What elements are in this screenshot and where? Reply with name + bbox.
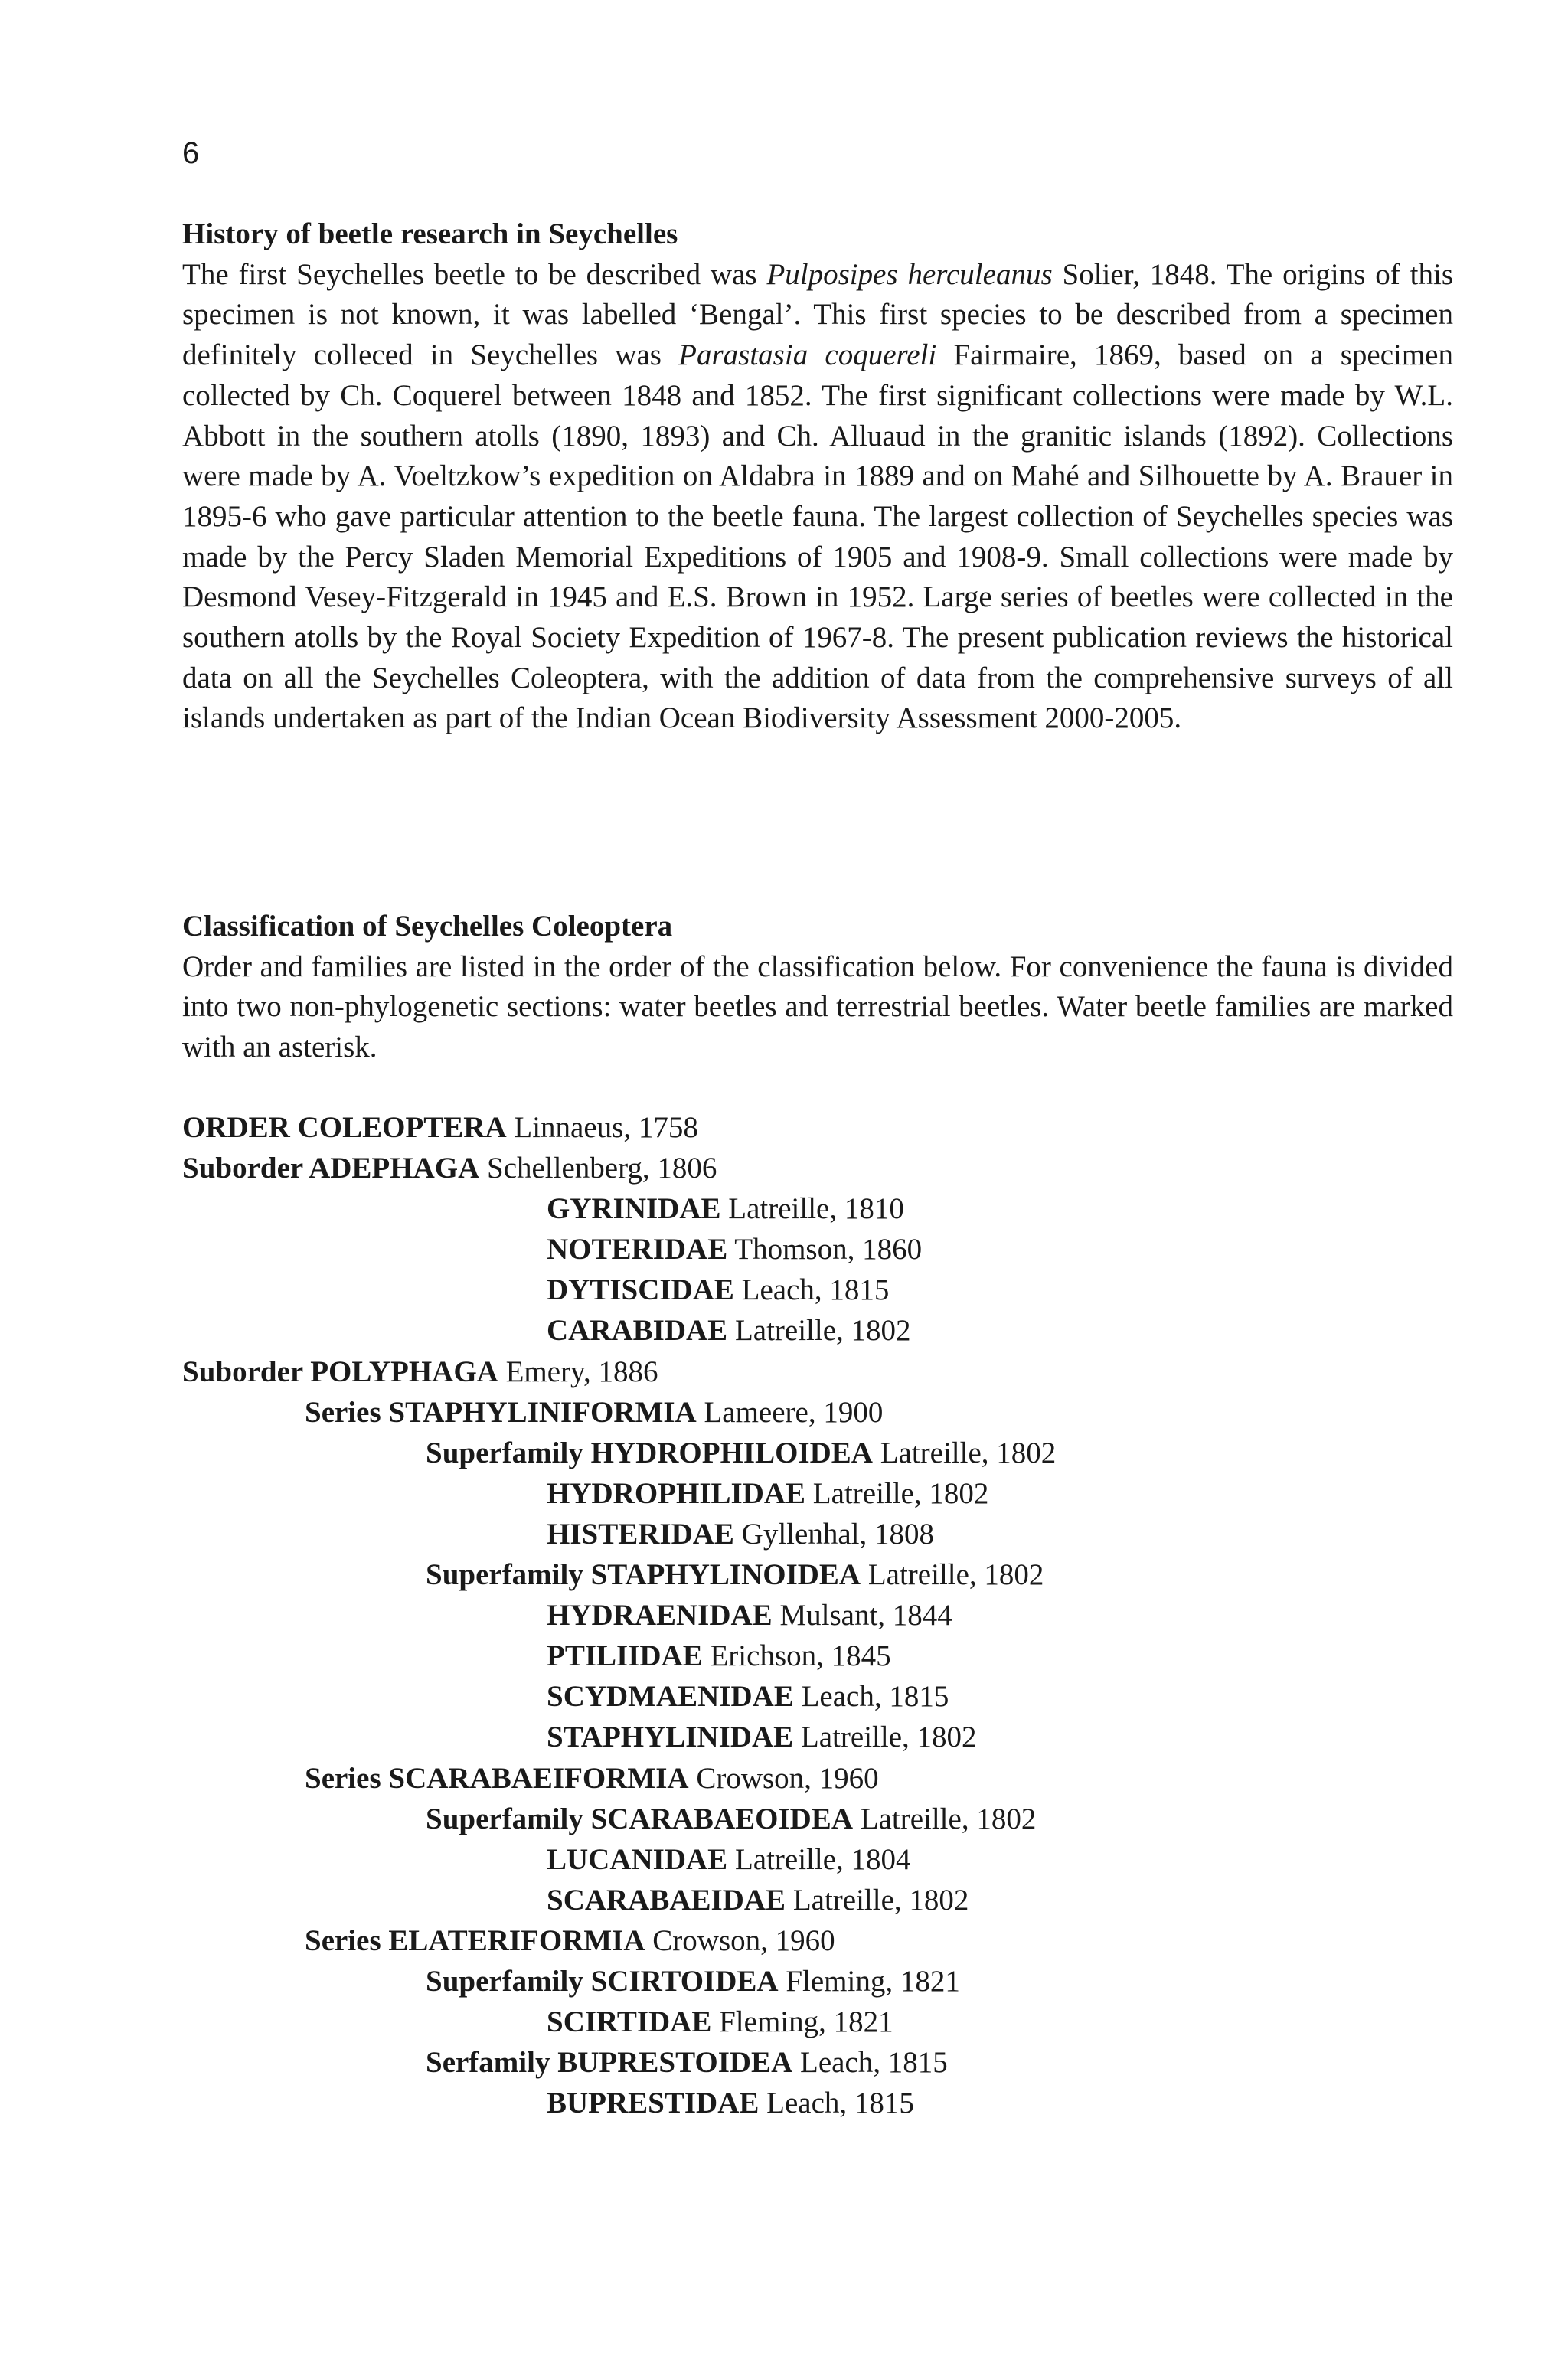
taxonomy-list — [182, 1107, 1407, 2123]
taxon-name: HYDRAENIDAE — [547, 1599, 773, 1632]
taxon-name: GYRINIDAE — [547, 1192, 721, 1226]
history-paragraph — [182, 255, 1453, 739]
taxon-author: Latreille, 1804 — [734, 1842, 911, 1876]
taxon-name: Superfamily SCARABAEOIDEA — [426, 1802, 853, 1835]
taxon-name: Suborder POLYPHAGA — [182, 1355, 498, 1388]
taxonomy-row — [182, 1961, 1407, 2002]
taxon-name: Suborder ADEPHAGA — [182, 1152, 480, 1185]
taxon-author: Schellenberg, 1806 — [487, 1152, 717, 1185]
taxon-name: Superfamily STAPHYLINOIDEA — [426, 1558, 861, 1592]
taxonomy-row — [182, 1351, 1407, 1392]
taxonomy-row — [182, 1595, 1407, 1636]
taxonomy-row — [182, 1799, 1407, 1839]
taxon-author: Latreille, 1802 — [880, 1436, 1057, 1469]
taxonomy-row — [182, 2042, 1407, 2083]
taxon-name: CARABIDAE — [547, 1314, 728, 1348]
taxon-name: Series ELATERIFORMIA — [305, 1923, 645, 1957]
taxon-author: Fleming, 1821 — [786, 1964, 960, 1998]
taxon-name: Series SCARABAEIFORMIA — [305, 1761, 689, 1795]
taxon-author: Latreille, 1802 — [792, 1883, 969, 1917]
taxonomy-row — [182, 1188, 1407, 1229]
history-text-2: Solier, 1848. The origins of this specimen is not known, it was labelled ‘Bengal’. This first species to be described from a specimen definitely colleced in Seychelles was — [182, 257, 1453, 372]
taxonomy-row — [182, 1392, 1407, 1433]
taxonomy-row — [182, 1229, 1407, 1270]
taxonomy-row — [182, 1473, 1407, 1514]
taxonomy-row — [182, 1880, 1407, 1920]
taxon-author: Latreille, 1802 — [860, 1802, 1037, 1835]
taxon-author: Linnaeus, 1758 — [514, 1111, 698, 1144]
taxon-author: Gyllenhal, 1808 — [741, 1517, 934, 1551]
classification-paragraph: Order and families are listed in the order of the classification below. For convenience the fauna is divided into two non-phylogenetic sections: water beetles and terrestrial beetles. Water beetle families are marked with an asterisk. — [182, 949, 1453, 1064]
taxonomy-row — [182, 1514, 1407, 1554]
taxonomy-row — [182, 1920, 1407, 1961]
taxonomy-row — [182, 1717, 1407, 1757]
species-name-pulposipes: Pulposipes herculeanus — [766, 257, 1053, 291]
history-heading: History of beetle research in Seychelles — [182, 217, 678, 250]
taxon-author: Emery, 1886 — [505, 1355, 658, 1388]
taxon-author: Leach, 1815 — [766, 2087, 914, 2120]
taxon-author: Crowson, 1960 — [652, 1923, 835, 1957]
page-number: 6 — [182, 136, 200, 170]
taxon-author: Latreille, 1802 — [812, 1476, 989, 1510]
taxon-author: Fleming, 1821 — [719, 2005, 893, 2039]
taxonomy-row — [182, 1310, 1407, 1351]
taxon-author: Leach, 1815 — [800, 2046, 948, 2080]
taxon-name: BUPRESTIDAE — [547, 2087, 760, 2120]
taxon-author: Lameere, 1900 — [704, 1395, 884, 1429]
taxonomy-row — [182, 1554, 1407, 1595]
taxon-author: Leach, 1815 — [741, 1273, 890, 1307]
taxon-name: SCARABAEIDAE — [547, 1883, 786, 1917]
taxonomy-row — [182, 1148, 1407, 1188]
taxonomy-row — [182, 2083, 1407, 2123]
taxon-name: SCIRTIDAE — [547, 2005, 712, 2039]
taxon-name: HYDROPHILIDAE — [547, 1476, 806, 1510]
history-section — [182, 214, 1453, 739]
history-text-1: The first Seychelles beetle to be described was — [182, 257, 767, 291]
taxonomy-row — [182, 1758, 1407, 1799]
taxon-name: NOTERIDAE — [547, 1233, 728, 1266]
taxon-name: PTILIIDAE — [547, 1639, 703, 1673]
history-text-3: Fairmaire, 1869, based on a specimen collected by Ch. Coquerel between 1848 and 1852. The first significant collections were made by W.L. Abbott in the southern atolls (1890, 1893) and Ch. Alluaud in the granitic islands (1892). Collections were made by A. Voeltzkow’s expedition on Aldabra in 1889 and on Mahé and Silhouette by A. Brauer in 1895-6 who gave particular attention to the beetle fauna. The largest collection of Seychelles species was made by the Percy Sladen Memorial Expeditions of 1905 and 1908-9. Small collections were made by Desmond Vesey-Fitzgerald in 1945 and E.S. Brown in 1952. Large series of beetles were collected in the southern atolls by the Royal Society Expedition of 1967-8. The present publication reviews the historical data on all the Seychelles Coleoptera, with the addition of data from the comprehensive surveys of all islands undertaken as part of the Indian Ocean Biodiversity Assessment 2000-2005. — [182, 338, 1453, 735]
taxon-name: Serfamily BUPRESTOIDEA — [426, 2046, 793, 2080]
taxonomy-row — [182, 1270, 1407, 1310]
taxon-author: Erichson, 1845 — [710, 1639, 891, 1673]
taxonomy-row — [182, 1676, 1407, 1717]
taxon-author: Leach, 1815 — [801, 1680, 949, 1714]
classification-section — [182, 907, 1453, 1068]
taxon-author: Crowson, 1960 — [696, 1761, 879, 1795]
taxon-name: Superfamily SCIRTOIDEA — [426, 1964, 779, 1998]
taxon-name: HISTERIDAE — [547, 1517, 734, 1551]
taxon-name: SCYDMAENIDAE — [547, 1680, 794, 1714]
taxonomy-row — [182, 1107, 1407, 1148]
classification-heading: Classification of Seychelles Coleoptera — [182, 910, 673, 943]
taxon-name: STAPHYLINIDAE — [547, 1721, 794, 1754]
taxon-name: Superfamily HYDROPHILOIDEA — [426, 1436, 873, 1469]
taxon-name: DYTISCIDAE — [547, 1273, 734, 1307]
species-name-parastasia: Parastasia coquereli — [678, 338, 937, 372]
taxon-author: Mulsant, 1844 — [779, 1599, 952, 1632]
taxonomy-row — [182, 1839, 1407, 1880]
taxonomy-row — [182, 1636, 1407, 1676]
taxonomy-row — [182, 1433, 1407, 1473]
taxon-author: Latreille, 1802 — [867, 1558, 1044, 1592]
taxonomy-row — [182, 2002, 1407, 2042]
taxon-name: Series STAPHYLINIFORMIA — [305, 1395, 697, 1429]
taxon-author: Latreille, 1802 — [734, 1314, 911, 1348]
taxon-author: Latreille, 1802 — [800, 1721, 977, 1754]
taxon-author: Latreille, 1810 — [728, 1192, 904, 1226]
taxon-name: ORDER COLEOPTERA — [182, 1111, 507, 1144]
taxon-author: Thomson, 1860 — [734, 1233, 923, 1266]
taxon-name: LUCANIDAE — [547, 1842, 728, 1876]
